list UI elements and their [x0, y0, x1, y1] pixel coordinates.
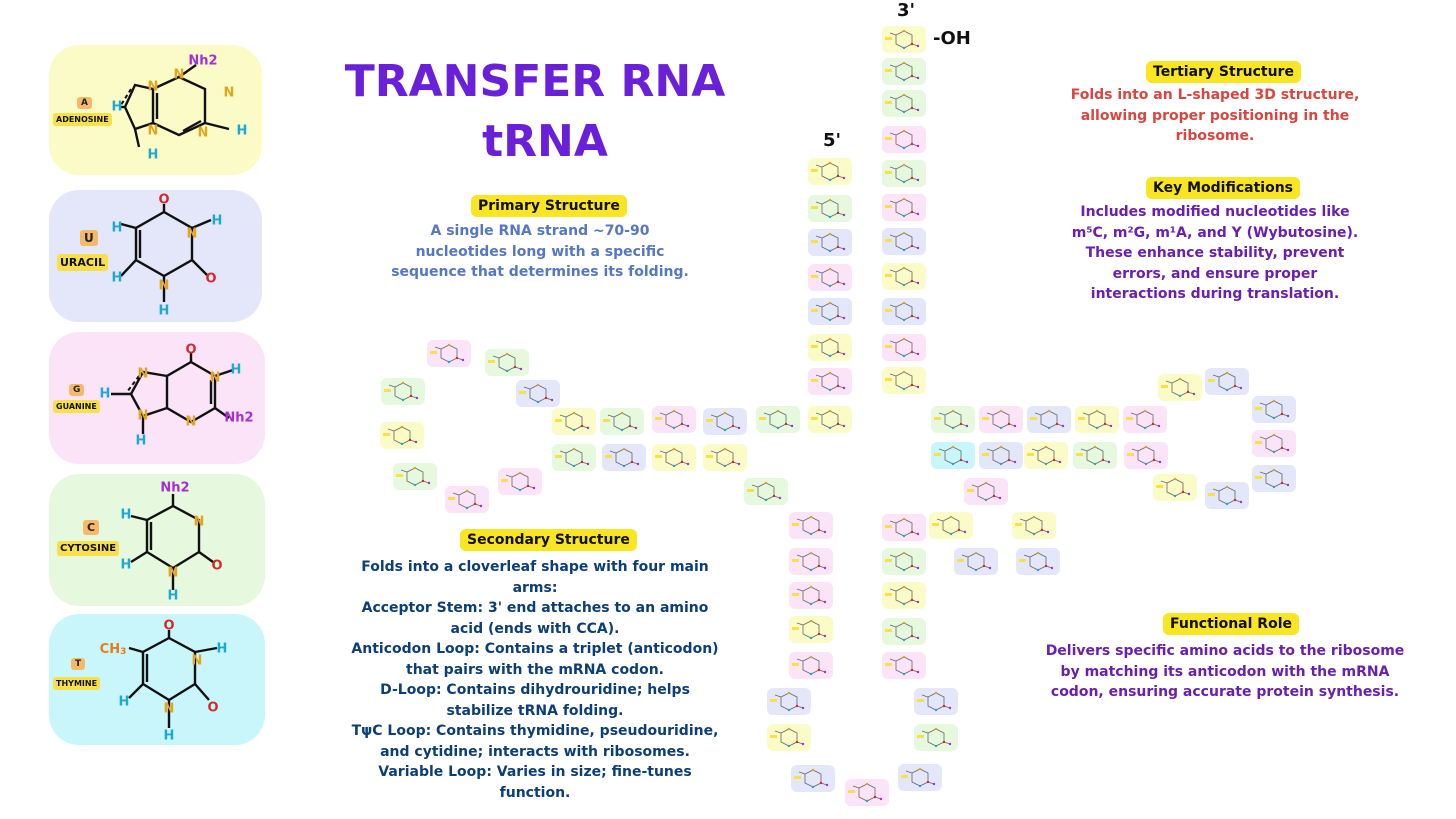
nucleotide-tile-cytosine [552, 444, 596, 471]
nitrogen-atom: N [186, 226, 198, 242]
nucleotide-tile-guanine [845, 779, 889, 806]
text-line: function. [499, 784, 571, 801]
nucleotide-tile-cytosine [393, 463, 437, 490]
nucleotide-tile-cytosine [485, 349, 529, 376]
tertiary-structure-text [1060, 85, 1370, 147]
text-line: by matching its anticodon with the mRNA [1060, 663, 1390, 680]
text-line: Variable Loop: Varies in size; fine-tunes [378, 764, 692, 780]
functional-role-heading: Functional Role [1163, 613, 1299, 635]
nucleotide-tile-guanine [979, 406, 1023, 433]
text-line: A single RNA strand ~70-90 [430, 223, 650, 239]
hydrogen-atom: H [118, 694, 130, 710]
adenosine-structure [49, 45, 262, 175]
nucleotide-tile-adenosine [882, 26, 926, 53]
nucleotide-tile-adenosine [882, 367, 926, 394]
nucleotide-name: THYMINE [53, 677, 100, 690]
nucleotide-name: ADENOSINE [53, 113, 112, 126]
nucleotide-tile-uracil [703, 408, 747, 435]
secondary-structure-heading: Secondary Structure [460, 529, 637, 551]
nucleotide-tile-guanine [445, 486, 489, 513]
nucleotide-tile-cytosine [931, 406, 975, 433]
nucleotide-tile-adenosine [1075, 406, 1119, 433]
nucleotide-name: GUANINE [53, 400, 100, 413]
hydrogen-atom: H [111, 99, 123, 115]
nucleotide-tile-uracil [1205, 368, 1249, 395]
methyl-group: $CH_3$ [99, 641, 127, 657]
nucleotide-tile-guanine [789, 512, 833, 539]
nucleotide-tile-guanine [498, 468, 542, 495]
nucleotide-tile-adenosine [380, 422, 424, 449]
nucleotide-tile-uracil [882, 228, 926, 255]
hydrogen-atom: H [120, 557, 132, 573]
nitrogen-atom: N [223, 85, 235, 101]
thymine-card [49, 614, 265, 745]
hydrogen-atom: H [120, 507, 132, 523]
amine-group: Nh2 [224, 410, 254, 426]
nucleotide-tile-guanine [427, 340, 471, 367]
text-line: D-Loop: Contains dihydrouridine; helps [380, 682, 690, 698]
three-prime-label: 3' [897, 0, 916, 21]
nucleotide-tile-guanine [789, 652, 833, 679]
oxygen-atom: O [205, 271, 217, 287]
nucleotide-tile-adenosine [1153, 474, 1197, 501]
nucleotide-tile-cytosine [882, 548, 926, 575]
nucleotide-tile-adenosine [1012, 512, 1056, 539]
nucleotide-tile-uracil [808, 298, 852, 325]
functional-role-text [1040, 641, 1410, 703]
nitrogen-atom: N [147, 123, 159, 139]
nucleotide-tile-uracil [898, 764, 942, 791]
nucleotide-abbr: A [77, 97, 92, 109]
nucleotide-tile-guanine [808, 264, 852, 291]
nucleotide-tile-adenosine [808, 158, 852, 185]
text-line: Includes modified nucleotides like [1080, 204, 1350, 220]
hydrogen-atom: H [211, 213, 223, 229]
nucleotide-tile-adenosine [552, 408, 596, 435]
nucleotide-name: CYTOSINE [57, 541, 119, 556]
oxygen-atom: O [211, 558, 223, 574]
nucleotide-tile-uracil [1205, 482, 1249, 509]
text-line: stabilize tRNA folding. [446, 702, 624, 719]
nucleotide-tile-uracil [1027, 406, 1071, 433]
text-line: arms: [512, 579, 558, 596]
nucleotide-tile-cytosine [882, 58, 926, 85]
nucleotide-tile-cytosine [381, 378, 425, 405]
nucleotide-tile-uracil [767, 688, 811, 715]
hydrogen-atom: H [111, 220, 123, 236]
nitrogen-atom: N [191, 653, 203, 669]
nucleotide-tile-cytosine [914, 724, 958, 751]
nucleotide-tile-adenosine [808, 334, 852, 361]
text-line: interactions during translation. [1090, 286, 1340, 302]
nucleotide-tile-guanine [882, 126, 926, 153]
text-line: Folds into an L-shaped 3D structure, [1070, 87, 1360, 103]
nitrogen-atom: N [197, 125, 209, 141]
text-line: that pairs with the mRNA codon. [406, 661, 664, 678]
text-line: Delivers specific amino acids to the ribosome [1045, 643, 1405, 659]
oxygen-atom: O [163, 618, 175, 634]
page-subtitle: tRNA [482, 116, 608, 167]
nucleotide-tile-uracil [808, 229, 852, 256]
nitrogen-atom: N [167, 565, 179, 581]
primary-structure-heading: Primary Structure [471, 195, 627, 217]
nucleotide-tile-guanine [964, 478, 1008, 505]
nucleotide-abbr: T [71, 658, 85, 670]
amine-group: Nh2 [160, 480, 190, 496]
nucleotide-abbr: U [80, 230, 98, 246]
text-line: Folds into a cloverleaf shape with four main [361, 559, 709, 575]
nitrogen-atom: N [173, 67, 185, 83]
nucleotide-tile-guanine [882, 514, 926, 541]
nucleotide-tile-adenosine [808, 406, 852, 433]
nucleotide-tile-adenosine [767, 724, 811, 751]
nucleotide-tile-guanine [789, 582, 833, 609]
oxygen-atom: O [185, 342, 197, 358]
nucleotide-abbr: C [83, 520, 99, 535]
oxygen-atom: O [158, 192, 170, 208]
nucleotide-tile-cytosine [1073, 442, 1117, 469]
secondary-structure-text [345, 557, 725, 803]
nucleotide-tile-cytosine [882, 618, 926, 645]
key-modifications-heading: Key Modifications [1146, 177, 1300, 199]
text-line: codon, ensuring accurate protein synthesis. [1050, 684, 1400, 700]
page-title: TRANSFER RNA [344, 56, 726, 107]
nucleotide-tile-uracil [516, 380, 560, 407]
text-line: sequence that determines its folding. [391, 264, 689, 280]
cytosine-card [49, 474, 265, 606]
adenosine-card [49, 45, 262, 175]
hydrogen-atom: H [163, 728, 175, 744]
nucleotide-tile-adenosine [652, 444, 696, 471]
text-line: TψC Loop: Contains thymidine, pseudouridine, [351, 723, 719, 739]
nucleotide-tile-uracil [979, 442, 1023, 469]
nitrogen-atom: N [137, 366, 149, 382]
nucleotide-tile-cytosine [808, 195, 852, 222]
nitrogen-atom: N [193, 514, 205, 530]
nitrogen-atom: N [158, 278, 170, 294]
nucleotide-tile-uracil [1016, 548, 1060, 575]
nucleotide-tile-guanine [789, 548, 833, 575]
nucleotide-tile-adenosine [929, 512, 973, 539]
text-line: acid (ends with CCA). [450, 620, 620, 637]
nucleotide-tile-guanine [882, 334, 926, 361]
nucleotide-tile-adenosine [1158, 374, 1202, 401]
text-line: allowing proper positioning in the [1080, 107, 1350, 124]
nucleotide-tile-cytosine [756, 406, 800, 433]
nucleotide-tile-adenosine [882, 263, 926, 290]
hydrogen-atom: H [167, 588, 179, 604]
nucleotide-tile-guanine [1123, 406, 1167, 433]
nucleotide-tile-uracil [602, 444, 646, 471]
hydrogen-atom: H [158, 303, 170, 319]
text-line: These enhance stability, prevent [1085, 245, 1345, 261]
hydrogen-atom: H [236, 123, 248, 139]
nucleotide-tile-guanine [1124, 442, 1168, 469]
nucleotide-tile-cytosine [600, 408, 644, 435]
nitrogen-atom: N [185, 414, 197, 430]
guanine-card [49, 332, 265, 464]
nucleotide-tile-guanine [652, 406, 696, 433]
text-line: Acceptor Stem: 3' end attaches to an amino [361, 600, 709, 616]
nucleotide-tile-guanine [882, 194, 926, 221]
text-line: Anticodon Loop: Contains a triplet (anticodon) [351, 641, 719, 657]
nucleotide-tile-adenosine [1024, 442, 1068, 469]
hydroxyl-label: -OH [933, 28, 971, 49]
nucleotide-tile-guanine [882, 652, 926, 679]
nucleotide-tile-uracil [882, 298, 926, 325]
guanine-structure [49, 332, 265, 464]
nucleotide-tile-uracil [791, 765, 835, 792]
nucleotide-tile-uracil [1252, 396, 1296, 423]
oxygen-atom: O [207, 700, 219, 716]
cytosine-structure [49, 474, 265, 606]
nucleotide-tile-cytosine [744, 478, 788, 505]
nucleotide-abbr: G [69, 384, 84, 396]
tertiary-structure-heading: Tertiary Structure [1146, 61, 1301, 83]
nitrogen-atom: N [137, 408, 149, 424]
nucleotide-tile-uracil [954, 548, 998, 575]
nucleotide-tile-uracil [1252, 465, 1296, 492]
five-prime-label: 5' [823, 130, 842, 151]
text-line: errors, and ensure proper [1112, 265, 1318, 282]
nucleotide-tile-cytosine [882, 160, 926, 187]
nitrogen-atom: N [147, 79, 159, 95]
uracil-card [49, 190, 262, 322]
hydrogen-atom: H [216, 641, 228, 657]
nucleotide-tile-guanine [1252, 430, 1296, 457]
nucleotide-tile-thymine [931, 442, 975, 469]
amine-group: Nh2 [188, 53, 218, 69]
nucleotide-tile-adenosine [882, 582, 926, 609]
text-line: m⁵C, m²G, m¹A, and Y (Wybutosine). [1071, 224, 1359, 241]
key-modifications-text [1060, 202, 1370, 305]
nucleotide-tile-uracil [914, 688, 958, 715]
nucleotide-name: URACIL [57, 254, 108, 271]
nucleotide-tile-adenosine [789, 616, 833, 643]
hydrogen-atom: H [99, 386, 111, 402]
nucleotide-tile-cytosine [882, 90, 926, 117]
nitrogen-atom: N [163, 701, 175, 717]
hydrogen-atom: H [135, 433, 147, 449]
nucleotide-tile-adenosine [703, 444, 747, 471]
text-line: and cytidine; interacts with ribosomes. [380, 743, 690, 760]
hydrogen-atom: H [230, 362, 242, 378]
text-line: nucleotides long with a specific [415, 243, 665, 260]
text-line: ribosome. [1175, 128, 1255, 144]
hydrogen-atom: H [147, 147, 159, 163]
nitrogen-atom: N [209, 370, 221, 386]
nucleotide-tile-guanine [808, 368, 852, 395]
primary-structure-text [380, 221, 700, 283]
hydrogen-atom: H [111, 270, 123, 286]
